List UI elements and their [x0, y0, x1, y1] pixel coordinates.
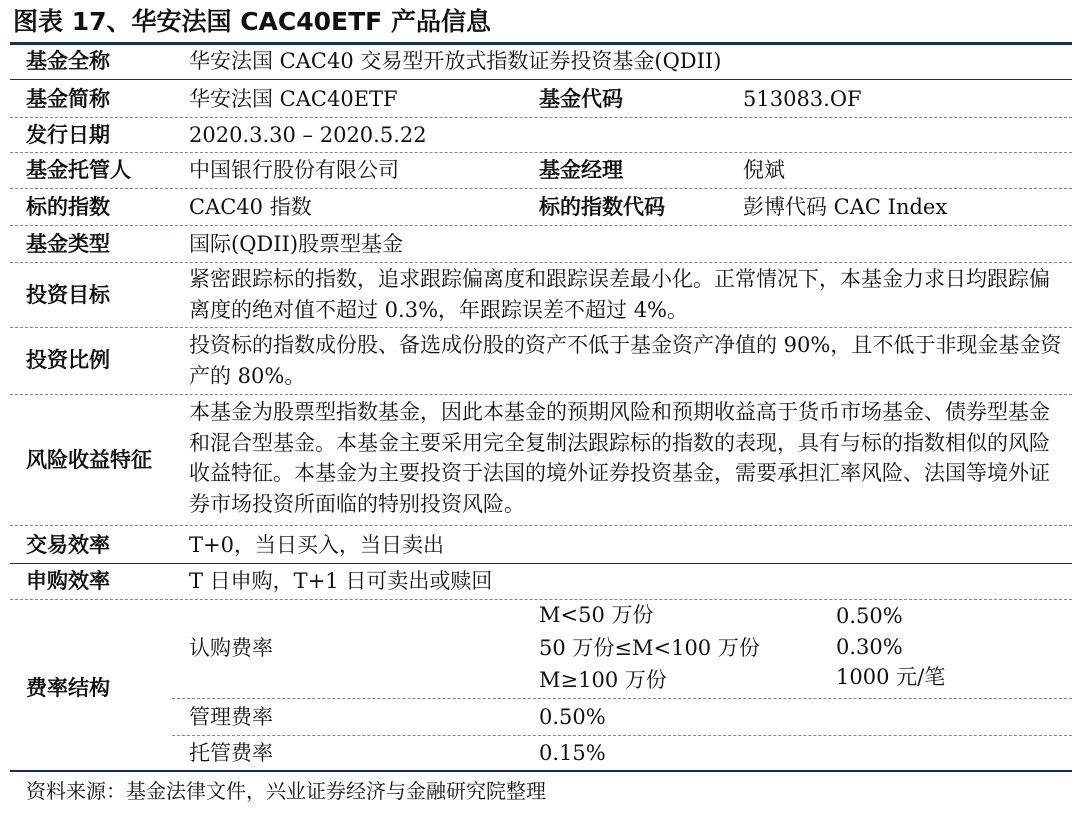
- trade-efficiency-label: 交易效率: [26, 533, 110, 557]
- subscribe-efficiency-label: 申购效率: [26, 569, 110, 593]
- objective-label: 投资目标: [26, 283, 110, 307]
- custodian-value: 中国银行股份有限公司: [189, 158, 399, 182]
- ratio-value: 投资标的指数成份股、备选成份股的资产不低于基金资产净值的 90%，且不低于非现金基金资产的 80%。: [189, 333, 1062, 388]
- full-name-value: 华安法国 CAC40 交易型开放式指数证券投资基金(QDII): [189, 49, 722, 73]
- short-name-value: 华安法国 CAC40ETF: [189, 87, 398, 111]
- short-name-label: 基金简称: [26, 87, 110, 111]
- issue-date-label: 发行日期: [26, 123, 110, 147]
- row-divider: [10, 225, 1072, 226]
- objective-value: 紧密跟踪标的指数，追求跟踪偏离度和跟踪误差最小化。正常情况下，本基金力求日均跟踪偏离度的绝对值不超过 0.3%，年跟踪误差不超过 4%。: [189, 267, 1050, 322]
- fund-manager-value: 倪斌: [743, 158, 785, 182]
- tier-range: M<50 万份: [539, 603, 654, 627]
- tier-rate: 0.50%: [836, 604, 903, 628]
- row-divider: [10, 117, 1072, 118]
- row-divider: [10, 563, 1072, 564]
- fee-sub-divider: [172, 698, 1072, 699]
- subscribe-efficiency-value: T 日申购，T+1 日可卖出或赎回: [189, 569, 493, 593]
- fund-manager-label: 基金经理: [539, 158, 623, 182]
- fee-sub-divider: [172, 735, 1072, 736]
- risk-label: 风险收益特征: [26, 448, 152, 472]
- row-divider: [10, 262, 1072, 263]
- index-label: 标的指数: [26, 195, 110, 219]
- custody-fee-label: 托管费率: [189, 741, 273, 765]
- row-divider: [10, 394, 1072, 395]
- management-fee-value: 0.50%: [539, 705, 606, 729]
- fee-structure-label: 费率结构: [26, 676, 110, 700]
- fund-type-label: 基金类型: [26, 232, 110, 256]
- ratio-label: 投资比例: [26, 348, 110, 372]
- risk-value: 本基金为股票型指数基金，因此本基金的预期风险和预期收益高于货币市场基金、债券型基金和混合型基金。本基金主要采用完全复制法跟踪标的指数的表现，具有与标的指数相似的风险收益特征。本基金为主要投资于法国的境外证券投资基金，需要承担汇率风险、法国等境外证券市场投资所面临的特别投资风险。: [189, 400, 1050, 516]
- index-code-value: 彭博代码 CAC Index: [743, 195, 948, 219]
- row-divider: [10, 79, 1072, 80]
- custody-fee-value: 0.15%: [539, 741, 606, 765]
- fund-code-value: 513083.OF: [743, 87, 862, 111]
- issue-date-value: 2020.3.30 – 2020.5.22: [189, 123, 427, 147]
- management-fee-label: 管理费率: [189, 705, 273, 729]
- fund-code-label: 基金代码: [539, 87, 623, 111]
- table-bottom-rule: [10, 770, 1072, 772]
- tier-range: 50 万份≤M<100 万份: [539, 636, 760, 660]
- row-divider: [10, 327, 1072, 328]
- subscription-fee-label: 认购费率: [189, 636, 273, 660]
- tier-range: M≥100 万份: [539, 668, 667, 692]
- trade-efficiency-value: T+0，当日买入，当日卖出: [189, 533, 444, 557]
- page-title: 图表 17、华安法国 CAC40ETF 产品信息: [13, 7, 491, 36]
- fund-type-value: 国际(QDII)股票型基金: [189, 232, 404, 256]
- full-name-label: 基金全称: [26, 49, 110, 73]
- source-note: 资料来源：基金法律文件，兴业证券经济与金融研究院整理: [26, 779, 546, 803]
- tier-rate: 0.30%: [836, 635, 903, 659]
- tier-rate: 1000 元/笔: [836, 665, 946, 689]
- index-code-label: 标的指数代码: [539, 195, 665, 219]
- index-value: CAC40 指数: [189, 195, 312, 219]
- custodian-label: 基金托管人: [26, 158, 131, 182]
- row-divider: [10, 525, 1072, 526]
